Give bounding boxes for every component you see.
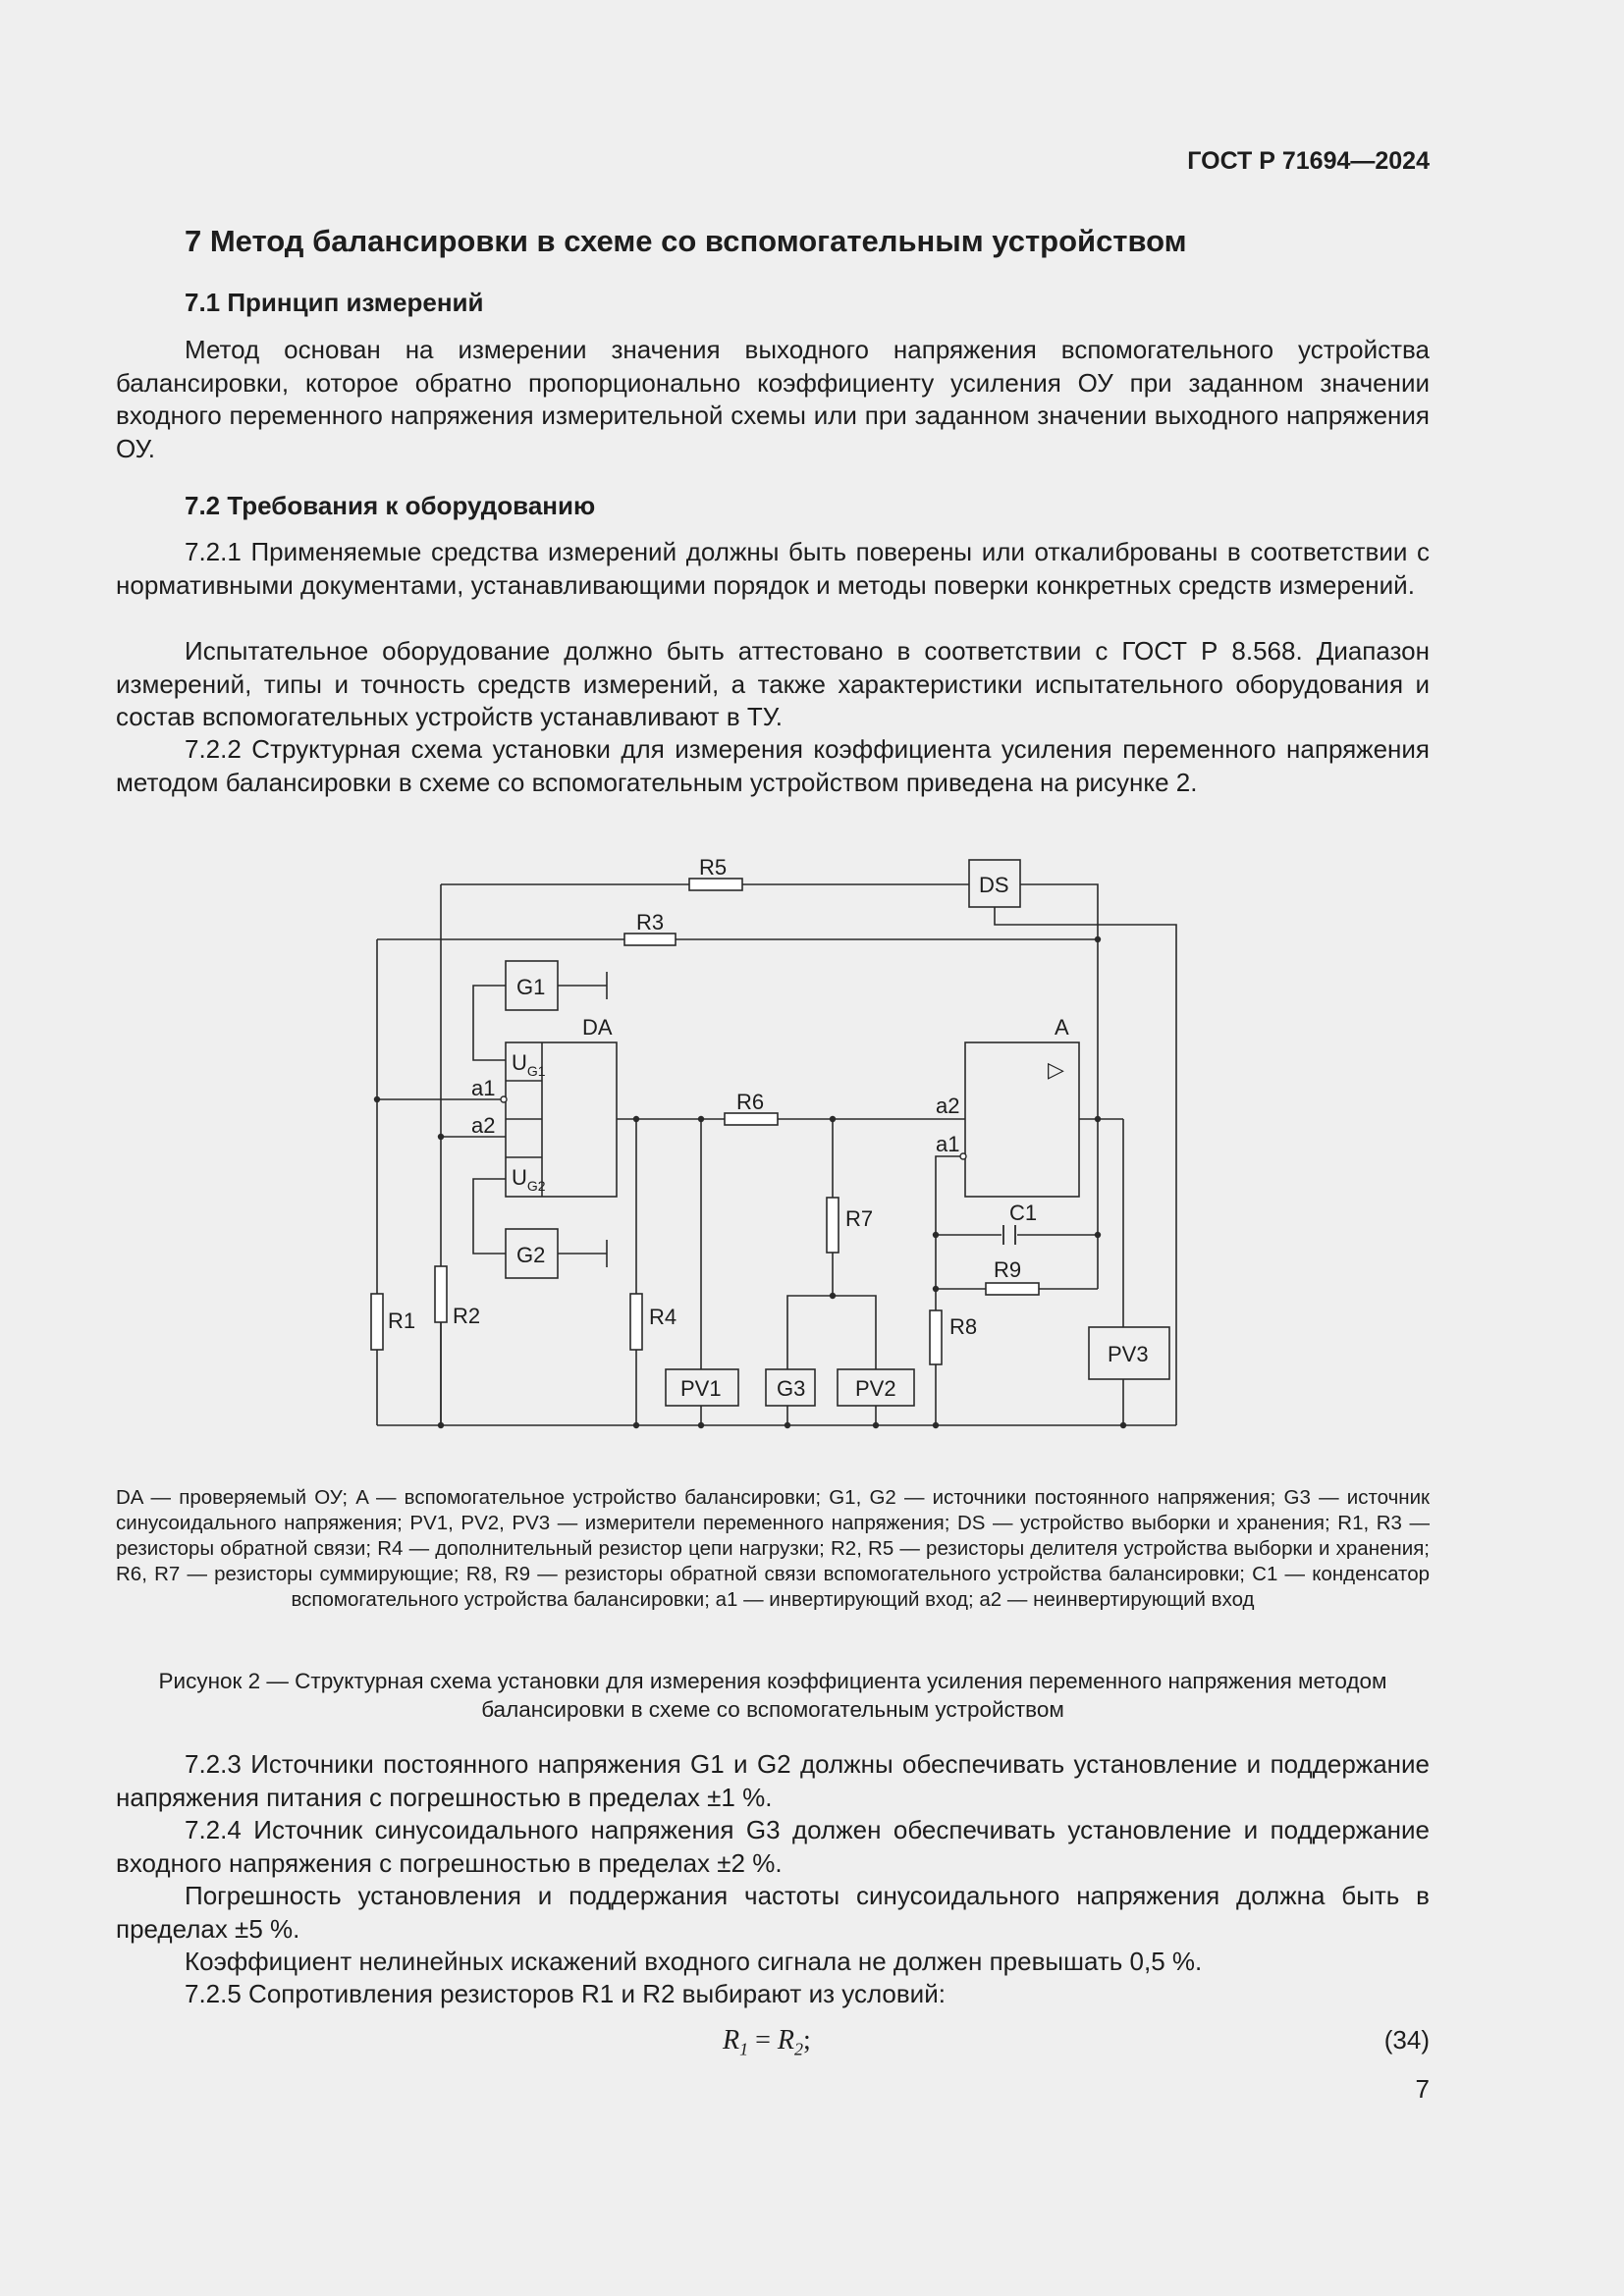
- standard-code: ГОСТ Р 71694—2024: [1187, 147, 1430, 175]
- paragraph-7-2-3: 7.2.3 Источники постоянного напряжения G1 и G2 должны обеспечивать установление и поддержание напряжения питания с погрешностью в пределах ±1 %.: [116, 1749, 1430, 1812]
- resistor-r7: [827, 1198, 839, 1253]
- label-da: DA: [582, 1015, 613, 1040]
- paragraph-frequency: Погрешность установления и поддержания частоты синусоидального напряжения должна быть в пределах ±5 %.: [116, 1881, 1430, 1944]
- label-r4: R4: [649, 1305, 677, 1329]
- resistor-r2: [435, 1266, 447, 1322]
- resistor-r9: [986, 1283, 1039, 1295]
- circuit-diagram: [363, 852, 1188, 1441]
- resistor-r8: [930, 1310, 942, 1364]
- resistor-r4: [630, 1294, 642, 1350]
- paragraph-test-equipment: Испытательное оборудование должно быть аттестовано в соответствии с ГОСТ Р 8.568. Диапазон измерений, типы и точность средств измерений, а также характеристики испытательного оборудования и состав вспомогательных устройств устанавливают в ТУ.: [116, 636, 1430, 731]
- inverting-input-marker: [501, 1096, 507, 1102]
- label-a: A: [1055, 1015, 1069, 1040]
- equation-number: (34): [1383, 2025, 1430, 2055]
- label-g1: G1: [516, 975, 546, 999]
- label-r5: R5: [699, 855, 728, 880]
- paragraph-7-2-2: 7.2.2 Структурная схема установки для измерения коэффициента усиления переменного напряжения методом балансировки в схеме со вспомогательным устройством приведена на рисунке 2.: [116, 734, 1430, 797]
- label-r6: R6: [736, 1090, 765, 1114]
- label-ug1: $U_{G1}$: [512, 1050, 546, 1079]
- inverting-input-marker: [960, 1153, 966, 1159]
- figure-caption: Рисунок 2 — Структурная схема установки для измерения коэффициента усиления переменного напряжения методом балансировки в схеме со вспомогательным устройством: [158, 1669, 1387, 1722]
- resistor-r6: [725, 1113, 778, 1125]
- label-a-a1: a1: [936, 1132, 960, 1156]
- label-ug2: $U_{G2}$: [512, 1165, 546, 1194]
- formula-row: [116, 2025, 1430, 2058]
- label-c1: C1: [1009, 1201, 1038, 1225]
- label-r8: R8: [949, 1314, 978, 1339]
- label-r7: R7: [845, 1206, 874, 1231]
- paragraph-principle: Метод основан на измерении значения выходного напряжения вспомогательного устройства балансировки, которое обратно пропорционально коэффициенту усиления ОУ при заданном значении входного переменного напряжения измерительной схемы или при заданном значении выходного напряжения ОУ.: [116, 335, 1430, 463]
- paragraph-7-2-5: 7.2.5 Сопротивления резисторов R1 и R2 выбирают из условий:: [185, 1979, 946, 2008]
- subsection-title-7-1: 7.1 Принцип измерений: [185, 288, 484, 317]
- label-da-a2: a2: [471, 1113, 496, 1138]
- paragraph-7-2-1: 7.2.1 Применяемые средства измерений должны быть поверены или откалиброваны в соответствии с нормативными документами, устанавливающими порядок и методы поверки конкретных средств измерений.: [116, 537, 1430, 600]
- page-number: 7: [1415, 2074, 1430, 2104]
- amplifier-triangle-icon: ▷: [1048, 1057, 1064, 1082]
- circuit-wires: [377, 884, 1176, 1425]
- section-title: 7 Метод балансировки в схеме со вспомогательным устройством: [185, 224, 1187, 258]
- paragraph-7-2-4: 7.2.4 Источник синусоидального напряжения G3 должен обеспечивать установление и поддержание входного напряжения с погрешностью в пределах ±2 %.: [116, 1815, 1430, 1878]
- capacitor-c1: [1003, 1225, 1015, 1245]
- formula-34: $R_1 = R_2$;: [723, 2025, 811, 2059]
- label-g2: G2: [516, 1243, 546, 1267]
- junction-dots: [374, 936, 1126, 1428]
- label-ds: DS: [979, 873, 1009, 897]
- resistor-r1: [371, 1294, 383, 1350]
- label-r2: R2: [453, 1304, 481, 1328]
- label-a-a2: a2: [936, 1094, 960, 1118]
- label-pv2: PV2: [855, 1376, 896, 1401]
- figure-legend: DA — проверяемый ОУ; A — вспомогательное устройство балансировки; G1, G2 — источники постоянного напряжения; G3 — источник синусоидального напряжения; PV1, PV2, PV3 — измерители переменного напряжения; DS — устройство выборки и хранения; R1, R3 — резисторы обратной связи; R4 — дополнительный резистор цепи нагрузки; R2, R5 — резисторы делителя устройства выборки и хранения; R6, R7 — резисторы суммирующие; R8, R9 — резисторы обратной связи вспомогательного устройства балансировки; C1 — конденсатор вспомогательного устройства балансировки; a1 — инвертирующий вход; a2 — неинвертирующий вход: [116, 1486, 1430, 1611]
- label-r9: R9: [994, 1257, 1022, 1282]
- label-da-a1: a1: [471, 1076, 496, 1100]
- resistor-r5: [689, 879, 742, 890]
- subsection-title-7-2: 7.2 Требования к оборудованию: [185, 491, 596, 520]
- paragraph-distortion: Коэффициент нелинейных искажений входного сигнала не должен превышать 0,5 %.: [185, 1947, 1203, 1976]
- resistor-r3: [624, 934, 676, 945]
- label-g3: G3: [777, 1376, 806, 1401]
- label-r1: R1: [388, 1308, 416, 1333]
- label-r3: R3: [636, 910, 665, 934]
- label-pv3: PV3: [1108, 1342, 1149, 1366]
- label-pv1: PV1: [680, 1376, 722, 1401]
